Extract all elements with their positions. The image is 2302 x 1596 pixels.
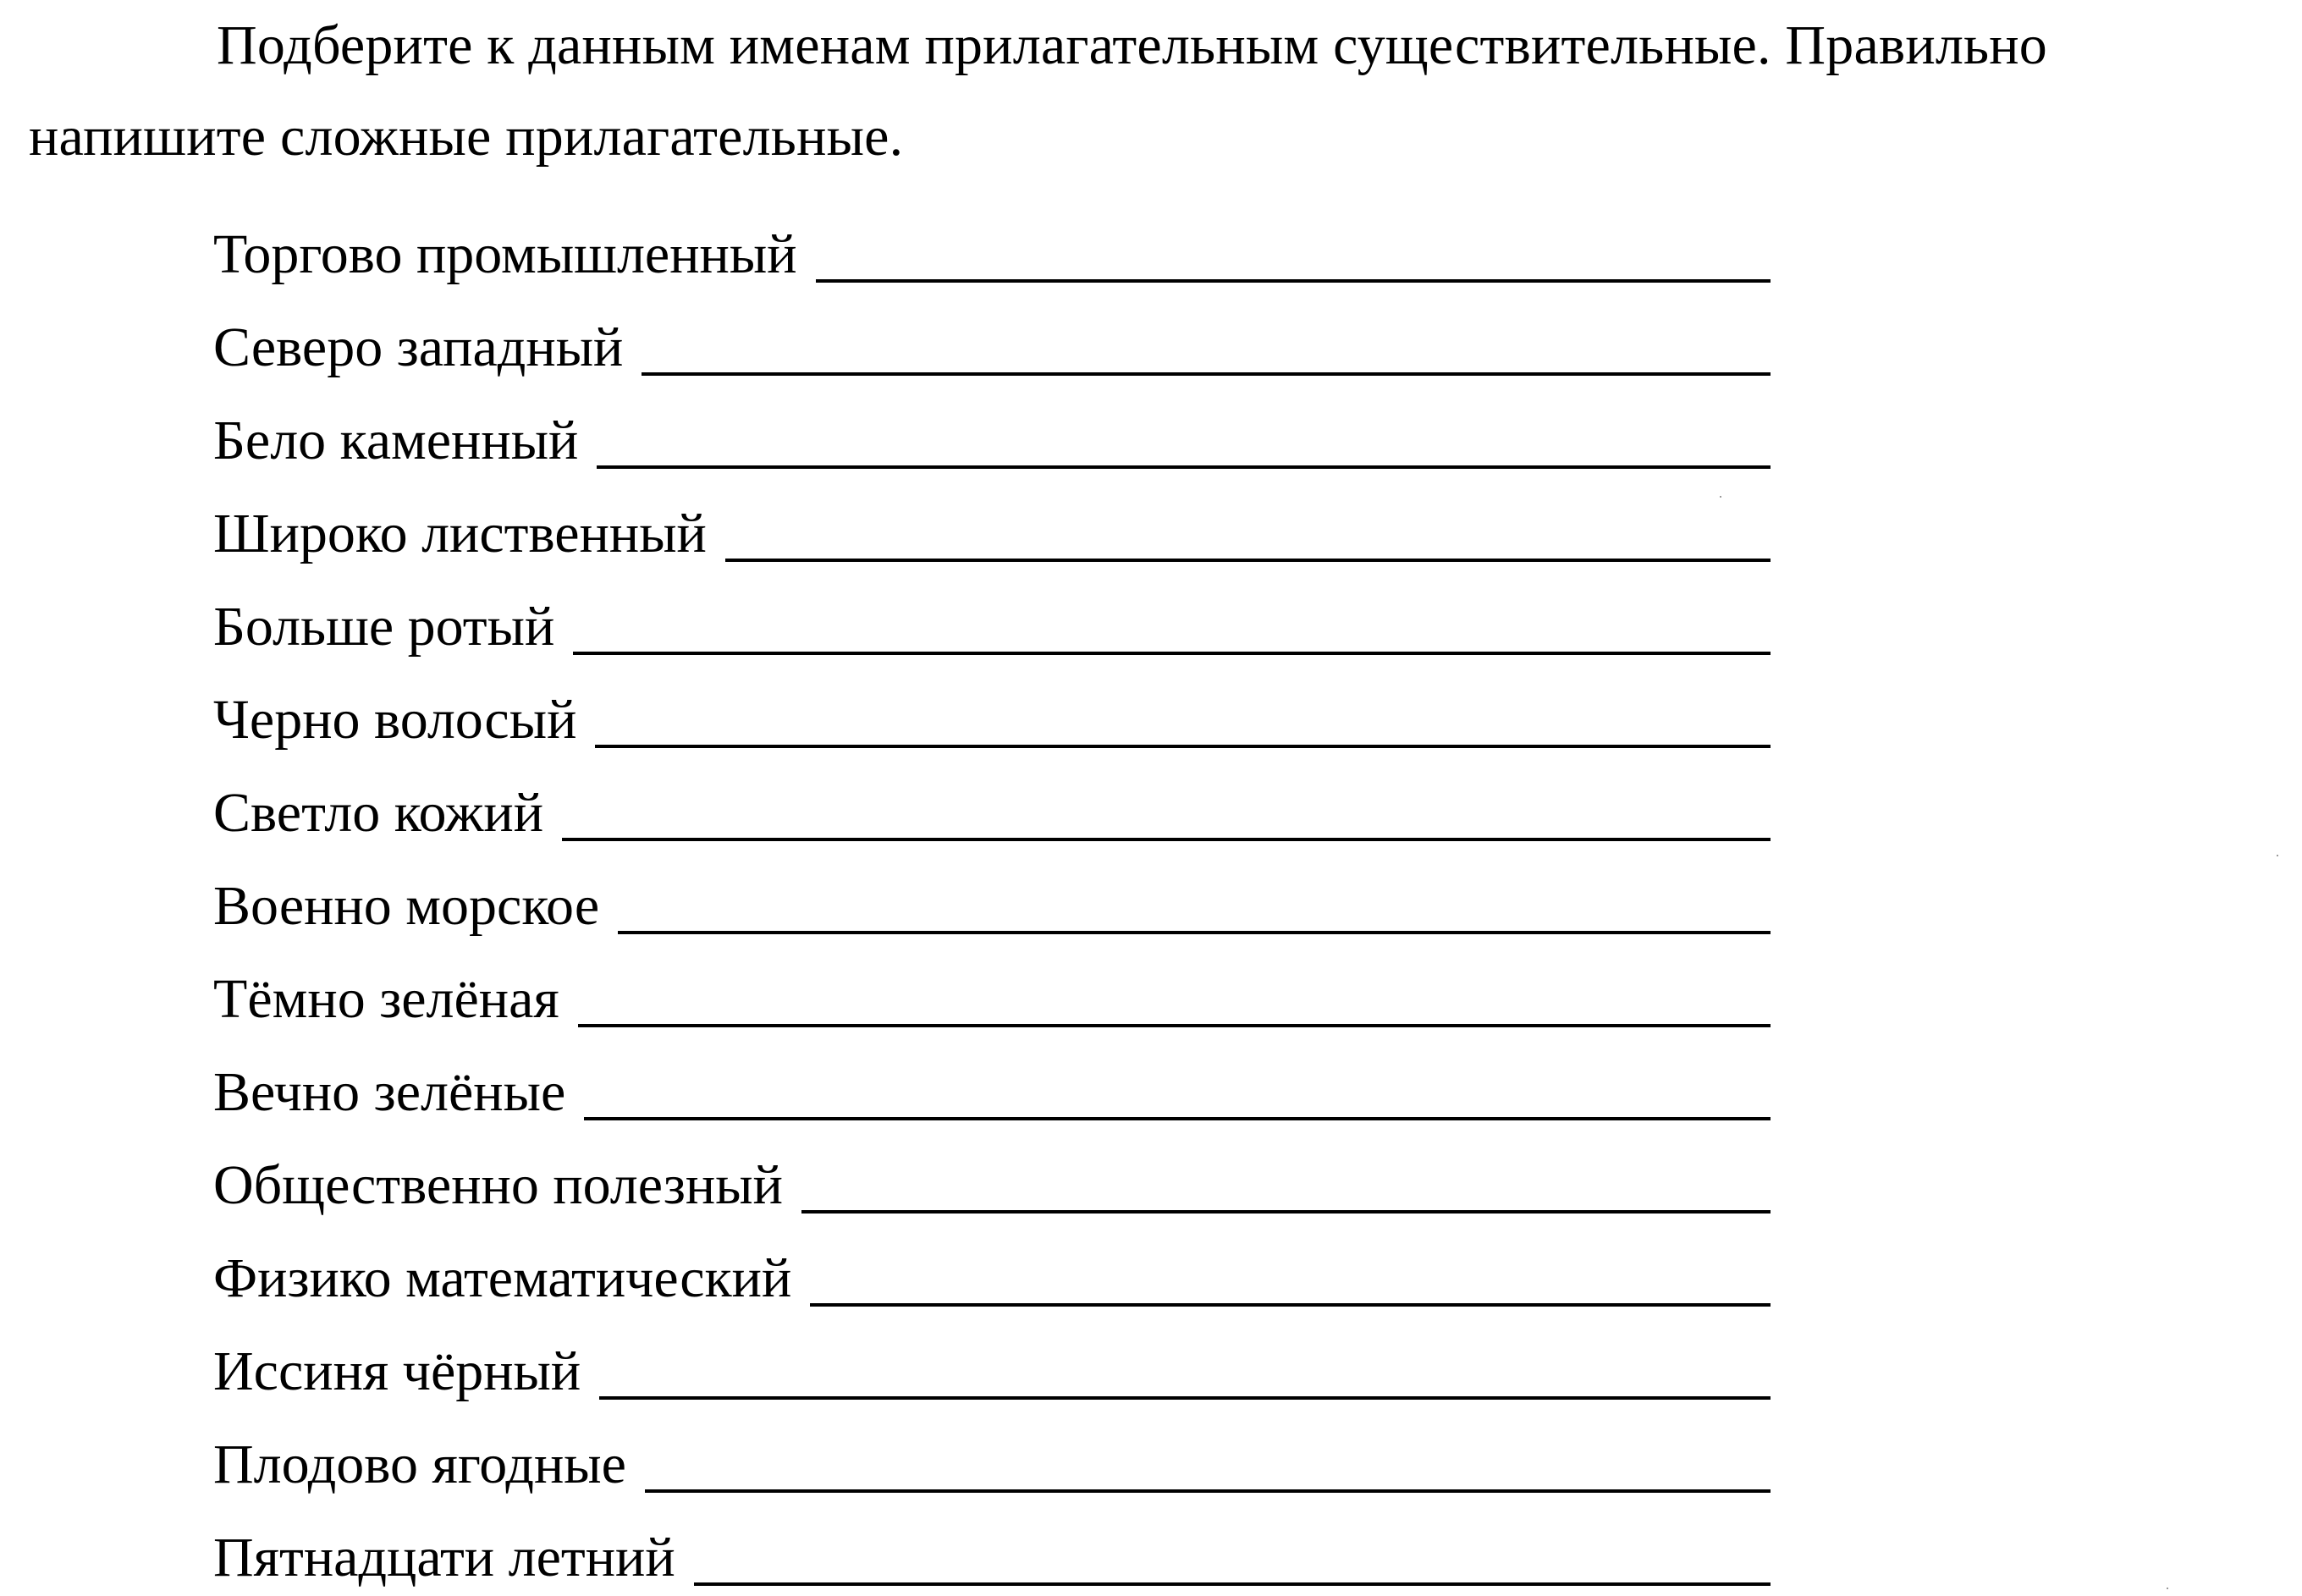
word-label: Военно морское [213, 875, 600, 937]
answer-blank[interactable] [642, 372, 1771, 376]
word-label: Больше ротый [213, 596, 555, 658]
word-row [213, 1503, 1771, 1596]
word-list [213, 200, 1771, 1596]
answer-blank[interactable] [810, 1303, 1771, 1307]
word-label: Иссиня чёрный [213, 1340, 581, 1402]
word-row [213, 1131, 1771, 1224]
word-row [213, 1224, 1771, 1317]
word-row [213, 851, 1771, 944]
word-label: Общественно полезный [213, 1154, 783, 1216]
word-label: Физико математический [213, 1247, 792, 1309]
word-row [213, 572, 1771, 665]
answer-blank[interactable] [725, 559, 1771, 562]
word-label: Торгово промышленный [213, 223, 797, 285]
word-row [213, 386, 1771, 479]
word-label: Пятнадцати летний [213, 1527, 675, 1588]
answer-blank[interactable] [618, 931, 1771, 934]
word-label: Тёмно зелёная [213, 968, 559, 1030]
word-label: Черно волосый [213, 689, 577, 751]
word-row [213, 1317, 1771, 1410]
scan-speck [2277, 855, 2278, 856]
word-row [213, 1037, 1771, 1131]
answer-blank[interactable] [573, 652, 1771, 655]
task-instructions: Подберите к данным именам прилагательным существительные. Правильно напишите сложные прилагательные. [29, 14, 2048, 168]
word-row [213, 293, 1771, 386]
word-label: Плодово ягодные [213, 1434, 626, 1495]
word-row [213, 1410, 1771, 1503]
word-row [213, 665, 1771, 758]
answer-blank[interactable] [694, 1582, 1771, 1586]
word-row [213, 479, 1771, 572]
answer-blank[interactable] [562, 838, 1771, 841]
answer-blank[interactable] [816, 279, 1771, 283]
answer-blank[interactable] [578, 1024, 1771, 1027]
word-label: Северо западный [213, 316, 624, 378]
word-row [213, 758, 1771, 851]
answer-blank[interactable] [645, 1489, 1771, 1493]
scan-speck [1720, 496, 1721, 498]
word-row [213, 200, 1771, 293]
word-row [213, 944, 1771, 1037]
word-label: Бело каменный [213, 410, 579, 471]
answer-blank[interactable] [597, 465, 1771, 469]
answer-blank[interactable] [595, 745, 1771, 748]
word-label: Вечно зелёные [213, 1061, 566, 1123]
word-label: Светло кожий [213, 782, 544, 844]
answer-blank[interactable] [599, 1396, 1771, 1400]
scan-speck [2167, 1588, 2168, 1589]
answer-blank[interactable] [801, 1210, 1771, 1214]
answer-blank[interactable] [584, 1117, 1771, 1120]
word-label: Широко лиственный [213, 503, 707, 564]
